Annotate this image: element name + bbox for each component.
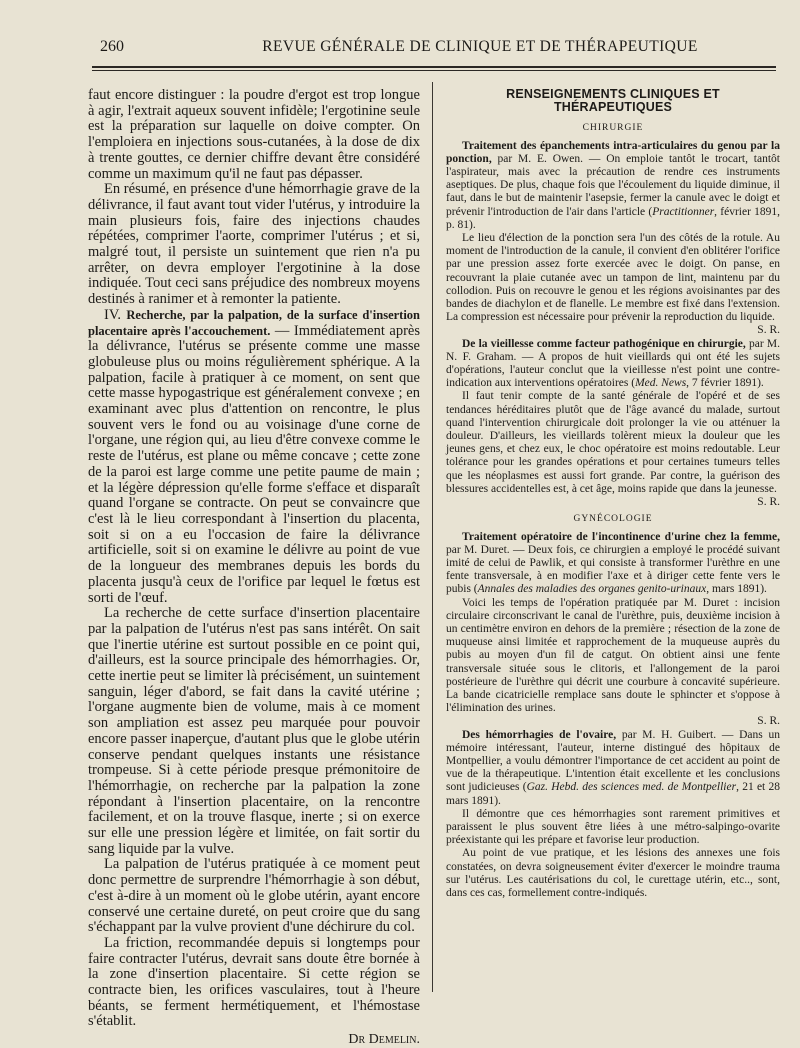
article-text: par M. E. Owen. — On emploie tantôt le trocart, tantôt l'aspirateur, mais avec la précaution de rendre ces instruments aseptiques. De plus, chaque fois que l'écoulement du liquide diminue, il faut, dans le but de maintenir l'asepsie, fermer la canule avec le doigt et prévenir l'introduction de l'air dans l'article ( [446, 152, 780, 218]
citation-date: , mars 1891). [706, 583, 767, 596]
article-title: Des hémorrhagies de l'ovaire, [462, 728, 617, 741]
citation: Med. News [635, 377, 687, 390]
paragraph: Il démontre que ces hémorrhagies sont rarement primitives et paraissent le plus souvent être liées à une métro-salpingo-ovarite préexistante qui les prépare et favorise leur production. [446, 807, 780, 847]
running-title: REVUE GÉNÉRALE DE CLINIQUE ET DE THÉRAPEUTIQUE [262, 38, 698, 55]
paragraph: Au point de vue pratique, et les lésions des annexes une fois constatées, on devra soigneusement éviter d'exercer le moindre trauma sur l'utérus. Les cautérisations du col, le curettage utérin, etc.., sont, dans ces cas, formellement contre-indiqués. [446, 847, 780, 899]
article [446, 338, 780, 391]
header-rule [92, 66, 776, 68]
section-heading: Recherche, par la palpation, de la surface d'insertion placentaire après l'accouchement. [88, 307, 420, 338]
citation-date: , 7 février 1891). [686, 377, 764, 390]
article [446, 729, 780, 808]
section-iv [88, 308, 420, 606]
paragraph: Il faut tenir compte de la santé générale de l'opéré et de ses tendances héréditaires plutôt que de l'âge avancé du malade, surtout quand l'intervention chirurgicale doit prolonger la vie ou atténuer la douleur. D'ailleurs, les vieillards tolèrent mieux la douleur que les jeunes gens, et chez eux, le choc opératoire est moins redoutable. Leur tolérance pour les grandes opérations et pour certaines tumeurs telles que les néoplasmes est aussi fort grande. Par contre, la guérison des blessures accidentelles est, à cet âge, moins rapide que dans la jeunesse. [446, 390, 780, 495]
citation-date: , 21 et 28 mars 1891). [446, 781, 780, 807]
citation: Annales des maladies des organes genito-urinaux [477, 583, 707, 596]
article-signature: S. R. [757, 496, 780, 509]
header-rule-thin [92, 70, 776, 71]
paragraph: La palpation de l'utérus pratiquée à ce moment peut donc permettre de surprendre l'hémorrhagie à son début, c'est à-dire à un moment où le globe utérin, ayant encore conservé une certaine dureté, on peut croire que du sang s'échappant par la vulve provient d'une déchirure du col. [88, 856, 420, 936]
subsection-heading: CHIRURGIE [582, 123, 644, 134]
article [446, 140, 780, 232]
section-title: RENSEIGNEMENTS CLINIQUES ET THÉRAPEUTIQUES [506, 87, 720, 115]
article [446, 531, 780, 597]
section-number: IV. [104, 306, 122, 323]
page-header [90, 38, 770, 62]
paragraph: La friction, recommandée depuis si longtemps pour faire contracter l'utérus, devrait sans doute être bornée à la zone d'insertion placentaire. Si cette région se contracte bien, les orifices vasculaires, tout à l'heure béants, se ferment hermétiquement, et l'hémostase s'établit. [88, 934, 420, 1030]
citation: Practitionner [652, 205, 715, 218]
author-signature: Dr Demelin. [348, 1032, 420, 1048]
column-divider [432, 82, 433, 992]
section-body: — Immédiatement après la délivrance, l'utérus se présente comme une masse globuleuse plus ou moins régulièrement sphérique. A la palpation, facile à pratiquer à ce moment, on sent que cette masse hypogastrique est généralement convexe ; en examinant avec plus d'attention on rencontre, le plus souvent vers le fond ou au voisinage d'une corne de l'organe, une région qui, au lieu d'être convexe comme le reste de l'utérus, est plane ou même concave ; cette zone de la paroi est large comme une petite paume de main ; et la légère dépression qu'elle forme s'efface et disparaît quand l'organe se contracte. On peut se convaincre que c'est là le lieu correspondant à l'insertion du placenta, soit si on a eu l'occasion de faire la délivrance artificielle, soit si on examine le délivre au point de vue de la longueur des membranes depuis les bords du placenta jusqu'à ceux de l'orifice par lequel le fœtus est sorti de l'œuf. [88, 322, 420, 606]
article-signature: S. R. [757, 324, 780, 337]
citation: Gaz. Hebd. des sciences med. de Montpellier [526, 781, 737, 794]
paragraph: Le lieu d'élection de la ponction sera l'un des côtés de la rotule. Au moment de l'introduction de la canule, il convient d'en oblitérer l'orifice par une pression assez forte exercée avec le doigt. On panse, en recouvrant la plaie cutanée avec un tampon de lint, maintenu par du collodion. Puis on recouvre le genou et les régions avoisinantes par des bandes de diachylon et de flanelle. Le membre est fixé dans l'extension. La compression est nécessaire pour prévenir la reproduction du liquide. [446, 232, 780, 324]
left-column [88, 87, 420, 1048]
paragraph: Voici les temps de l'opération pratiquée par M. Duret : incision circulaire circonscrivant le canal de l'urèthre, puis, deuxième incision à un centimètre environ en dehors de la première ; résection de la zone de muqueuse ainsi limitée et rapprochement de la muqueuse auprès du pubis au moyen d'un fil de catgut. On obtient ainsi une fente transversale située sous le clitoris, et l'allongement de la paroi postérieure de l'urèthre qui décrit une courbure à concavité supérieure. La bande cicatricielle remplace sans doute le sphincter et s'oppose à l'élimination des urines. [446, 596, 780, 715]
article-text: par M. Duret. — Deux fois, ce chirurgien a employé le procédé suivant imité de celui de Pawlik, et qui consiste à transformer l'urèthre en une fente transversale, à en modifier l'axe et à diriger cette fente vers le pubis ( [446, 543, 780, 596]
subsection-heading: GYNÉCOLOGIE [573, 514, 653, 525]
paragraph: faut encore distinguer : la poudre d'ergot est trop longue à agir, l'extrait aqueux souvent infidèle; l'ergotinine seule est la préparation sur laquelle on doive compter. On l'emploiera en injections sous-cutanées, à la dose de dix à trente gouttes, ce dernier chiffre devant être considéré comme un maximum qu'il ne faut pas dépasser. [88, 87, 420, 182]
article-title: Traitement des épanchements intra-articulaires du genou par la ponction, [446, 139, 780, 165]
paragraph: La recherche de cette surface d'insertion placentaire par la palpation de l'utérus n'est pas sans intérêt. On sait que l'inertie utérine est surtout possible en ce point qui, d'ailleurs, est la source principale des hémorrhagies. Or, cette inertie peut se limiter là précisément, un suintement sanguin, léger d'abord, se fait dans la cavité utérine ; l'organe augmente bien de volume, mais à ce moment son ampliation est assez peu marquée pour pouvoir encore passer inaperçue, d'autant plus que le globe utérin conserve pendant quelques instants une résistance trompeuse. Si à cette période presque prémonitoire de l'hémorrhagie, on recherche par la palpation la zone répondant à l'insertion placentaire, on la rencontre facilement, et on la trouve flasque, inerte ; si on exerce sur elle une pression légère et limitée, on fait sortir du sang liquide par la vulve. [88, 605, 420, 857]
citation-date: , février 1891, p. 81). [446, 205, 780, 231]
article-title: Traitement opératoire de l'incontinence d'urine chez la femme, [462, 530, 780, 543]
paragraph: En résumé, en présence d'une hémorrhagie grave de la délivrance, il faut avant tout vider l'utérus, y introduire la main plusieurs fois, faire des injections chaudes répétées, comprimer l'aorte, comprimer l'utérus ; et si, malgré tout, il persiste un suintement que rien n'a pu arrêter, on devra employer l'ergotinine à la dose indiquée. Tout ceci sans préjudice des nombreux moyens destinés à ranimer et à remonter la patiente. [88, 181, 420, 308]
right-column [446, 88, 780, 1008]
page-number: 260 [100, 38, 124, 55]
article-text: par M. N. F. Graham. — A propos de huit vieillards qui ont été les sujets d'opérations, l'auteur conclut que la vieillesse n'est point une contre-indication aux interventions opératoires ( [446, 337, 780, 390]
article-title: De la vieillesse comme facteur pathogénique en chirurgie, [462, 337, 746, 350]
article-signature: S. R. [757, 715, 780, 728]
article-text: par M. H. Guibert. — Dans un mémoire intéressant, l'auteur, interne distingué des hôpitaux de Montpellier, a voulu démontrer l'importance de cet accident au point de vue de la thérapeutique. L'intention était excellente et les conclusions sont judicieuses ( [446, 728, 780, 794]
